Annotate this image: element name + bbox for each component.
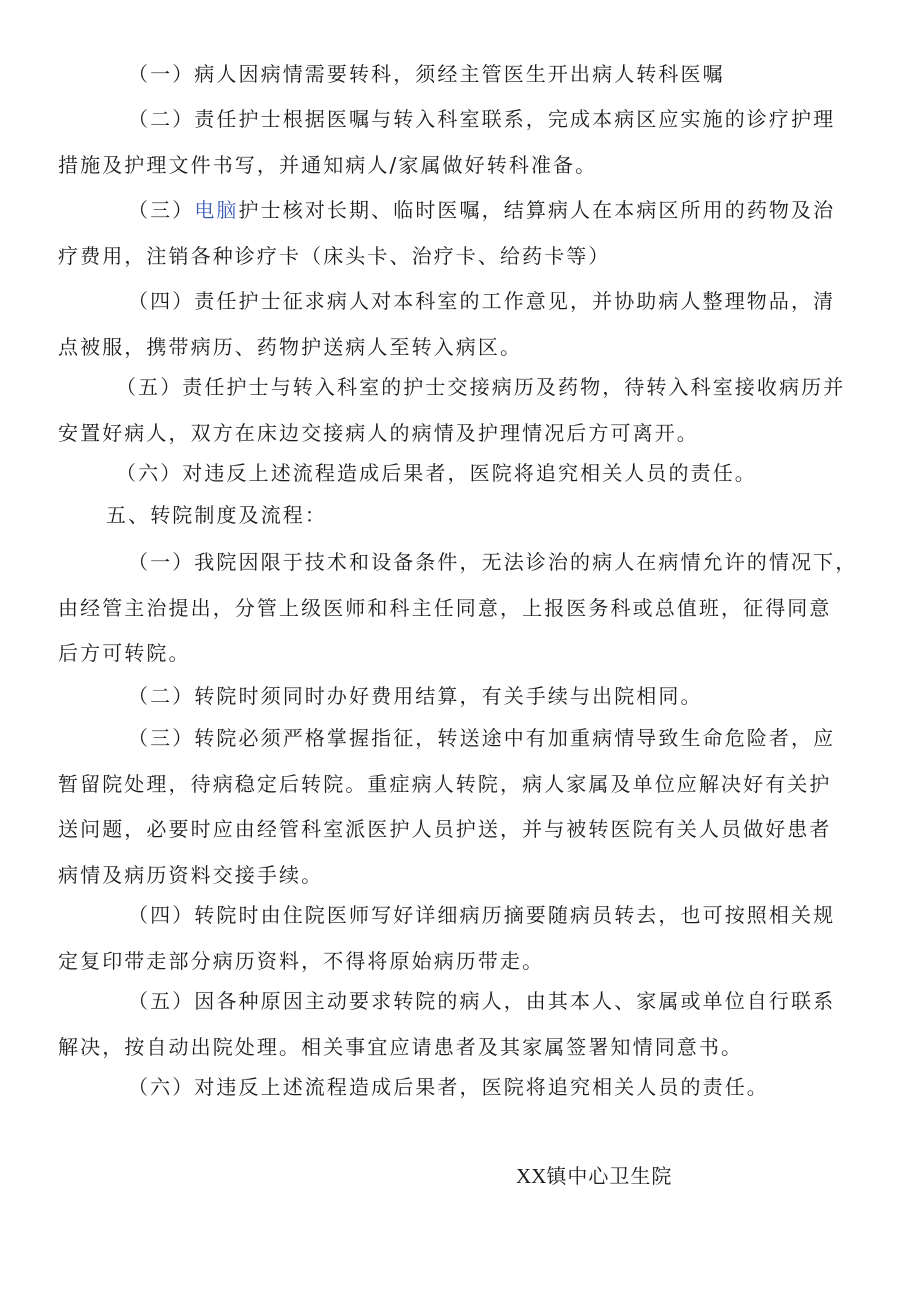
paragraph-hospital-transfer-5: （五）因各种原因主动要求转院的病人，由其本人、家属或单位自行联系 解决，按自动出院处理。相关事宜应请患者及其家属签署知情同意书。	[58, 989, 836, 1059]
paragraph-transfer-dept-2: （二）责任护士根据医嘱与转入科室联系，完成本病区应实施的诊疗护理 措施及护理文件书写，并通知病人/家属做好转科准备。	[58, 107, 836, 177]
paragraph-hospital-transfer-2: （二）转院时须同时办好费用结算，有关手续与出院相同。	[128, 684, 703, 708]
paragraph-hospital-transfer-3: （三）转院必须严格掌握指征，转送途中有加重病情导致生命危险者，应 暂留院处理，待病稳定后转院。重症病人转院，病人家属及单位应解决好有关护 送问题，必要时应由经管科室派医护人员护送，并与被转医院有关人员做好患者 病情及病历资料交接手续。	[58, 726, 836, 887]
paragraph-transfer-dept-1: （一）病人因病情需要转科，须经主管医生开出病人转科医嘱	[128, 62, 725, 86]
paragraph-hospital-transfer-1: （一）我院因限于技术和设备条件，无法诊治的病人在病情允许的情况下， 由经管主治提出，分管上级医师和科主任同意，上报医务科或总值班，征得同意 后方可转院。	[58, 550, 858, 665]
computer-link[interactable]: 电脑	[194, 198, 239, 222]
paragraph-transfer-dept-5: （五）责任护士与转入科室的护士交接病历及药物，待转入科室接收病历并 安置好病人，双方在床边交接病人的病情及护理情况后方可离开。	[58, 375, 846, 445]
signature-hospital-name: XX镇中心卫生院	[516, 1164, 673, 1188]
paragraph-transfer-dept-4: （四）责任护士征求病人对本科室的工作意见，并协助病人整理物品，清 点被服，携带病历、药物护送病人至转入病区。	[58, 289, 836, 359]
paragraph-transfer-dept-6: （六）对违反上述流程造成后果者，医院将追究相关人员的责任。	[116, 461, 757, 485]
paragraph-transfer-dept-3: （三）电脑护士核对长期、临时医嘱，结算病人在本病区所用的药物及治 疗费用，注销各种诊疗卡（床头卡、治疗卡、给药卡等）	[58, 198, 836, 268]
section-heading-hospital-transfer: 五、转院制度及流程：	[106, 503, 327, 527]
paragraph-hospital-transfer-4: （四）转院时由住院医师写好详细病历摘要随病员转去，也可按照相关规 定复印带走部分病历资料，不得将原始病历带走。	[58, 903, 836, 973]
paragraph-hospital-transfer-6: （六）对违反上述流程造成后果者，医院将追究相关人员的责任。	[128, 1075, 769, 1099]
